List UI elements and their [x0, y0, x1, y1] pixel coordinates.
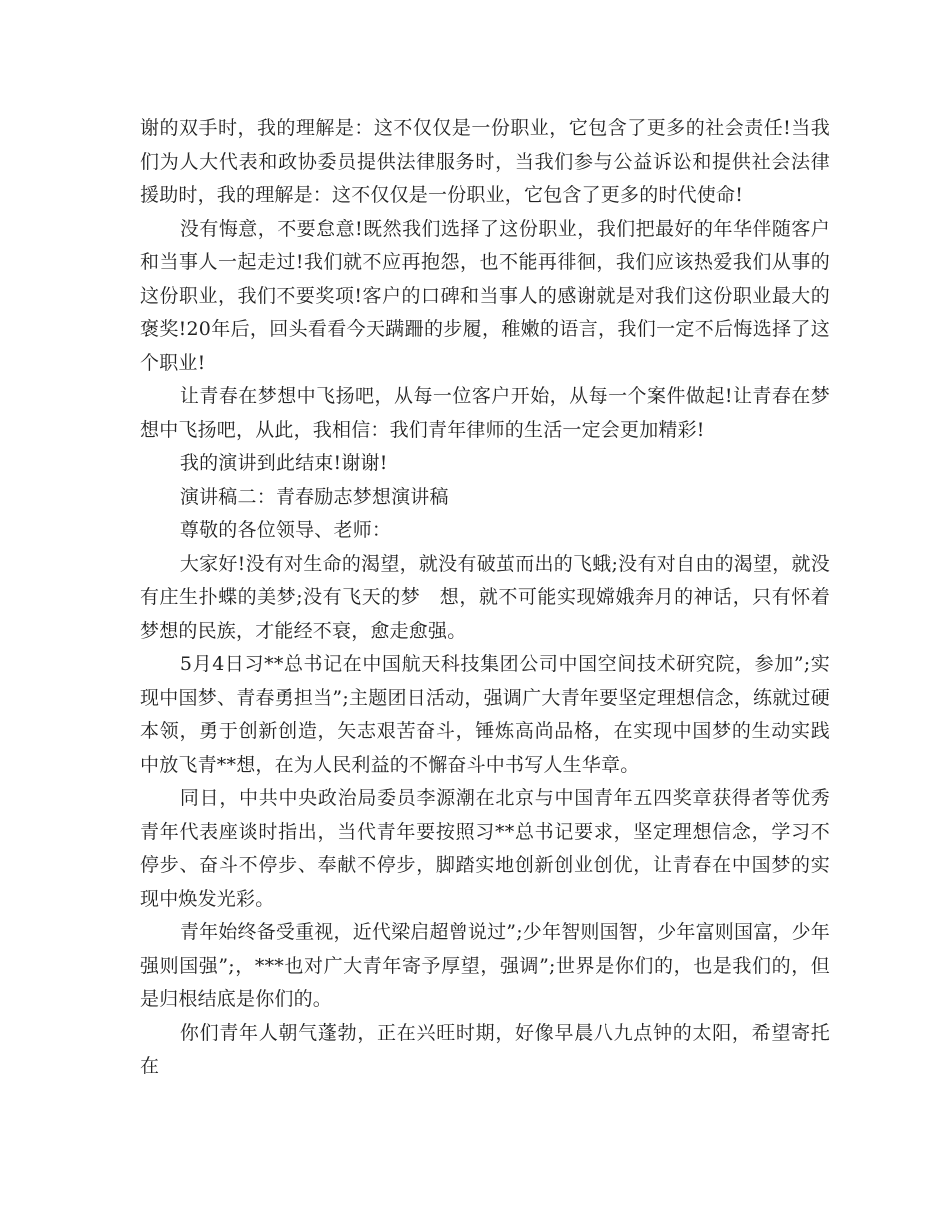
document-body [140, 112, 830, 1084]
paragraph-10: 青年始终备受重视，近代梁启超曾说过”;少年智则国智，少年富则国富，少年强则国强”;，***也对广大青年寄予厚望，强调”;世界是你们的，也是我们的，但是归根结底是你们的。 [140, 921, 831, 1010]
paragraph-4: 我的演讲到此结束!谢谢! [179, 452, 388, 474]
paragraph-8: 5月4日习**总书记在中国航天科技集团公司中国空间技术研究院，参加”;实现中国梦、青春勇担当”;主题团日活动，强调广大青年要坚定理想信念，练就过硬本领，勇于创新创造，矢志艰苦奋斗，锤炼高尚品格，在实现中国梦的生动实践中放飞青**想，在为人民利益的不懈奋斗中书写人生华章。 [140, 653, 830, 776]
paragraph-9: 同日，中共中央政治局委员李源潮在北京与中国青年五四奖章获得者等优秀青年代表座谈时指出，当代青年要按照习**总书记要求，坚定理想信念，学习不停步、奋斗不停步、奉献不停步，脚踏实地创新创业创优，让青春在中国梦的实现中焕发光彩。 [140, 787, 830, 910]
paragraph-7: 大家好!没有对生命的渴望，就没有破茧而出的飞蛾;没有对自由的渴望，就没有庄生扑蝶的美梦;没有飞天的梦 想，就不可能实现嫦娥奔月的神话，只有怀着梦想的民族，才能经不衰，愈走愈强。 [140, 552, 830, 642]
paragraph-3: 让青春在梦想中飞扬吧，从每一位客户开始，从每一个案件做起!让青春在梦想中飞扬吧，从此，我相信：我们青年律师的生活一定会更加精彩! [140, 385, 830, 441]
paragraph-2: 没有悔意，不要怠意!既然我们选择了这份职业，我们把最好的年华伴随客户和当事人一起走过!我们就不应再抱怨，也不能再徘徊，我们应该热爱我们从事的这份职业，我们不要奖项!客户的口碑和当事人的感谢就是对我们这份职业最大的褒奖!20年后，回头看看今天蹒跚的步履，稚嫩的语言，我们一定不后悔选择了这个职业! [140, 217, 830, 374]
paragraph-1: 谢的双手时，我的理解是：这不仅仅是一份职业，它包含了更多的社会责任!当我们为人大代表和政协委员提供法律服务时，当我们参与公益诉讼和提供社会法律援助时，我的理解是：这不仅仅是一份职业，它包含了更多的时代使命! [140, 117, 830, 206]
salutation: 尊敬的各位领导、老师： [179, 519, 392, 541]
paragraph-11: 你们青年人朝气蓬勃，正在兴旺时期，好像早晨八九点钟的太阳，希望寄托在 [140, 1021, 830, 1077]
section-heading: 演讲稿二：青春励志梦想演讲稿 [179, 485, 449, 508]
